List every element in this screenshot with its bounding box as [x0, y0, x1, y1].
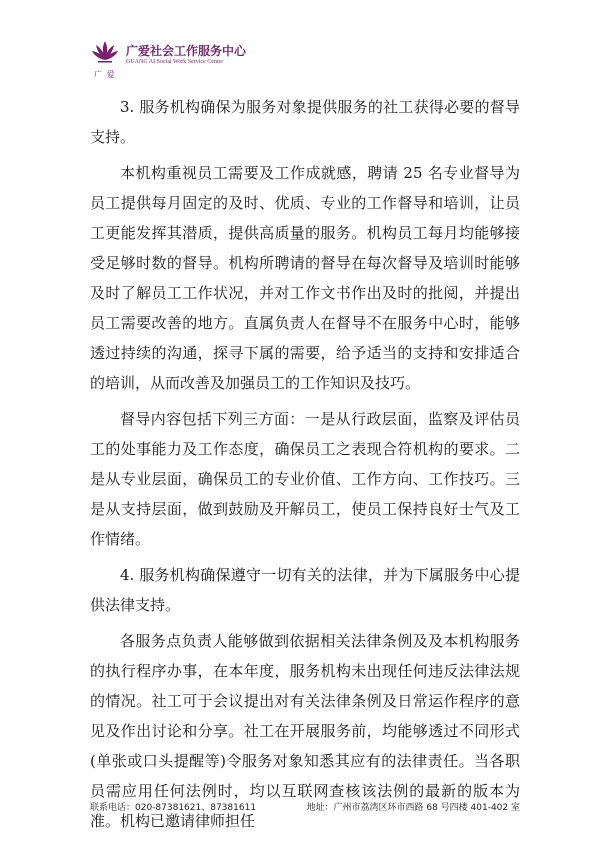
logo-subtext: 广 爱	[94, 70, 116, 79]
paragraph: 督导内容包括下列三方面：一是从行政层面，监察及评估员工的处事能力及工作态度，确保员工之表现合符机构的要求。二是从专业层面，确保员工的专业价值、工作方向、工作技巧。三是从支持层面，做到鼓励及开解员工，使员工保持良好士气及工作情绪。	[90, 410, 520, 548]
paragraph: 本机构重视员工需要及工作成就感，聘请 25 名专业督导为员工提供每月固定的及时、优质、专业的工作督导和培训，让员工更能发挥其潜质，提供高质量的服务。机构员工每月均能够接受足够时数的督导。机构所聘请的督导在每次督导及培训时能够及时了解员工工作状况，并对工作文书作出及时的批阅，并提出员工需要改善的地方。直属负责人在督导不在服务中心时，能够透过持续的沟通，探寻下属的需要，给予适当的支持和安排适合的培训，从而改善及加强员工的工作知识及技巧。	[90, 164, 520, 392]
page-header	[90, 38, 290, 82]
org-name-cn: 广爱社会工作服务中心	[126, 44, 247, 58]
paragraph: 4. 服务机构确保遵守一切有关的法律，并为下属服务中心提供法律支持。	[90, 566, 520, 614]
page-footer	[90, 800, 520, 818]
lotus-icon	[90, 38, 120, 68]
org-name-en: GUANG AI Social Work Service Center	[126, 59, 224, 65]
document-body	[90, 92, 520, 842]
footer-address: 地址：广州市荔湾区环市西路 68 号四楼 401-402 室	[306, 803, 520, 813]
footer-phone: 联系电话：020-87381621、87381611	[90, 803, 257, 813]
paragraph: 各服务点负责人能够做到依据相关法律条例及及本机构服务的执行程序办事，在本年度，服务机构未出现任何违反法律法规的情况。社工可于会议提出对有关法律条例及日常运作程序的意见及作出讨论和分享。社工在开展服务前，均能够透过不同形式(单张或口头提醒等)令服务对象知悉其应有的法律责任。当各职员需应用任何法例时，均以互联网查核该法例的最新的版本为准。机构已邀请律师担任	[90, 632, 520, 830]
paragraph: 3. 服务机构确保为服务对象提供服务的社工获得必要的督导支持。	[90, 98, 520, 146]
